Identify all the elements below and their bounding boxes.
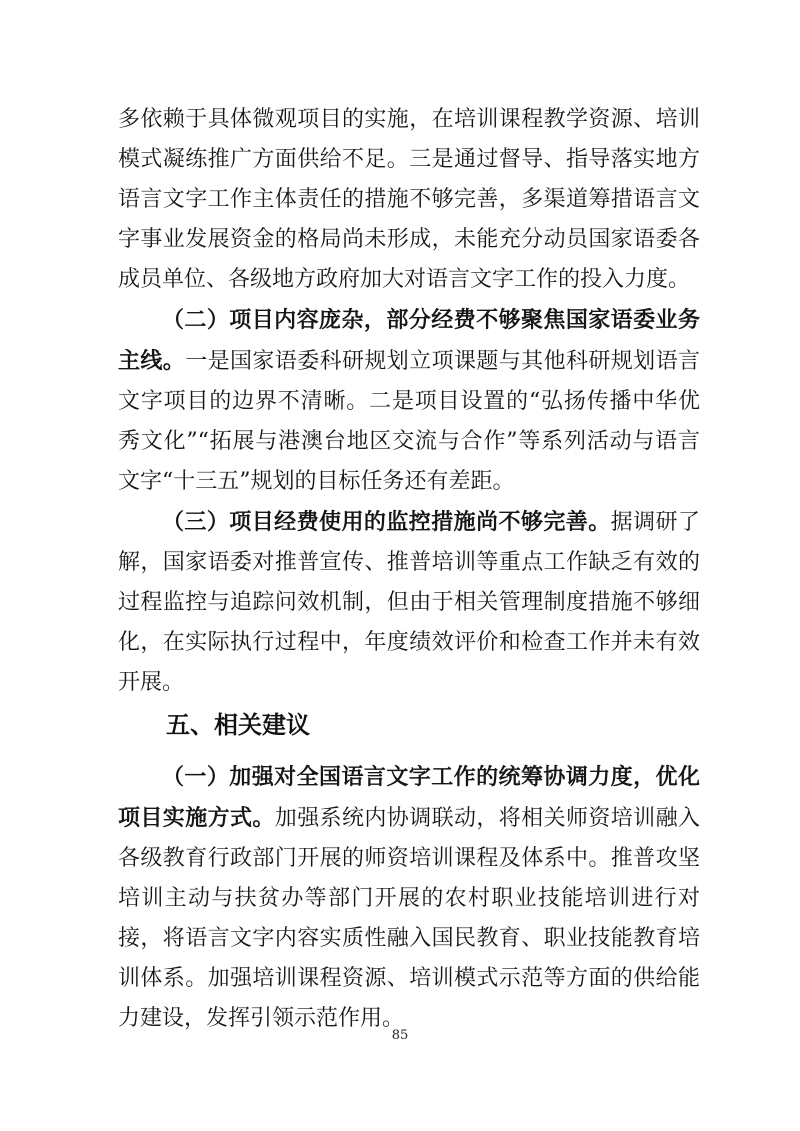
paragraph-lead-bold: （二）项目内容庞杂，部分经费不够聚焦国家语委业务主线。 [118, 307, 700, 374]
section-heading: 五、相关建议 [166, 711, 310, 739]
paragraph-text: 据调研了解，国家语委对推普宣传、推普培训等重点工作缺乏有效的过程监控与追踪问效机制，但由于相关管理制度措施不够细化，在实际执行过程中，年度绩效评价和检查工作并未有效开展。 [118, 510, 700, 695]
page-number: 85 [391, 1028, 409, 1043]
paragraph-text: 加强系统内协调联动，将相关师资培训融入各级教育行政部门开展的师资培训课程及体系中。推普攻坚培训主动与扶贫办等部门开展的农村职业技能培训进行对接，将语言文字内容实质性融入国民教育、职业技能教育培训体系。加强培训课程资源、培训模式示范等方面的供给能力建设，发挥引领示范作用。 [118, 806, 700, 1031]
paragraph-item-2 [118, 300, 700, 502]
paragraph-lead-bold: （三）项目经费使用的监控措施尚不够完善。 [162, 509, 611, 535]
document-body [118, 100, 700, 1039]
paragraph-continuation [118, 100, 700, 300]
paragraph-text: 一是国家语委科研规划立项课题与其他科研规划语言文字项目的边界不清晰。二是项目设置的“弘扬传播中华优秀文化”“拓展与港澳台地区交流与合作”等系列活动与语言文字“十三五”规划的目标任务还有差距。 [118, 349, 700, 494]
paragraph-text: 多依赖于具体微观项目的实施，在培训课程教学资源、培训模式凝练推广方面供给不足。三是通过督导、指导落实地方语言文字工作主体责任的措施不够完善，多渠道筹措语言文字事业发展资金的格局尚未形成，未能充分动员国家语委各成员单位、各级地方政府加大对语言文字工作的投入力度。 [118, 107, 700, 292]
paragraph-item-3 [118, 502, 700, 703]
paragraph-item-1 [118, 757, 700, 1039]
paragraph-lead-bold: （一）加强对全国语言文字工作的统筹协调力度，优化项目实施方式。 [118, 764, 700, 831]
